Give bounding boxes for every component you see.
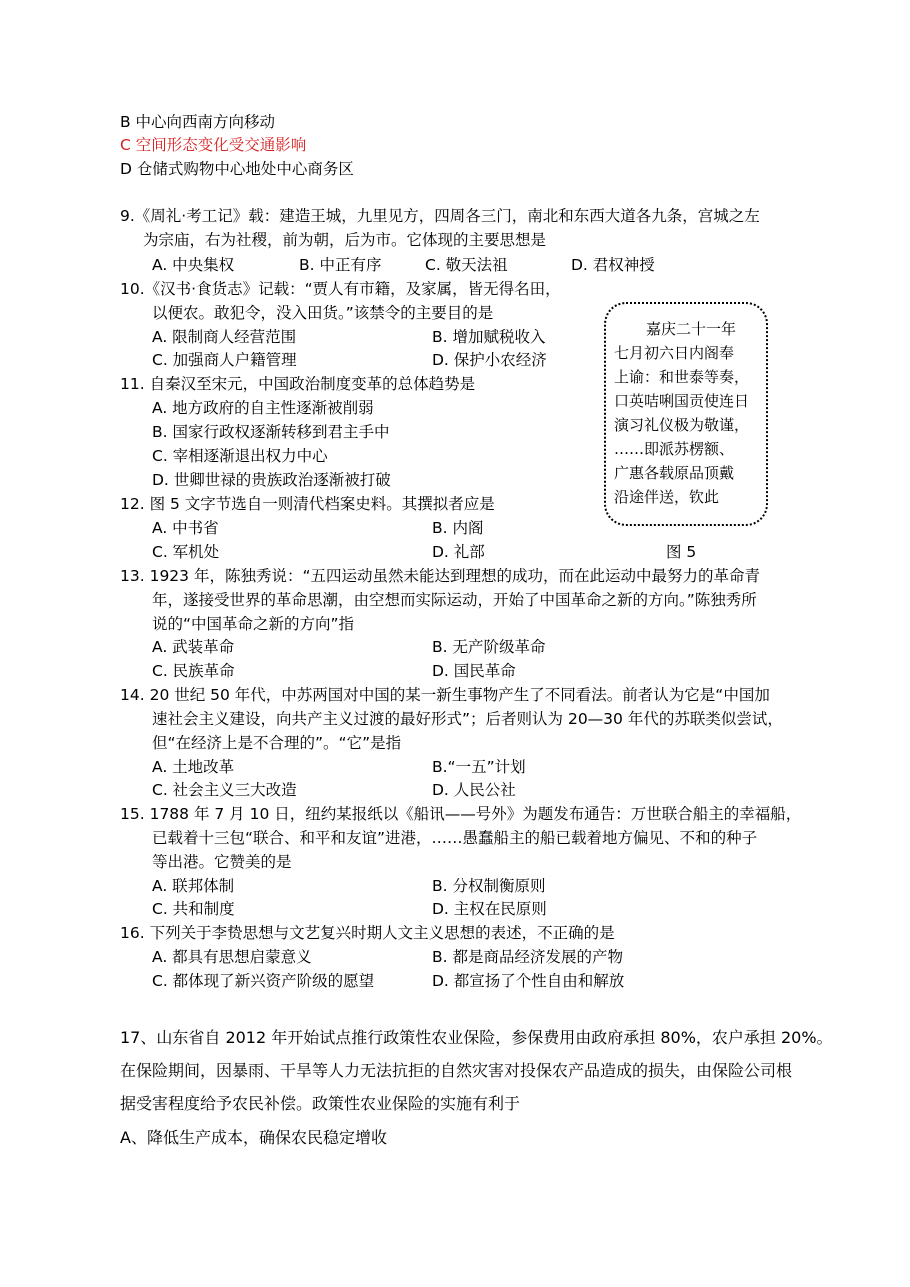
- q14-line: 速社会主义建设，向共产主义过渡的最好形式”；后者则认为 20—30 年代的苏联类似尝试，: [152, 710, 783, 728]
- q15-line: 15. 1788 年 7 月 10 日，纽约某报纸以《船讯——号外》为题发布通告：万世联合船主的幸福船，: [120, 805, 802, 823]
- q14-option-c: C. 社会主义三大改造: [152, 781, 297, 799]
- q14-option-b: B.“一五”计划: [432, 758, 526, 776]
- figure-5-line: 上谕：和世泰等奏，: [614, 368, 750, 386]
- q16-option-d: D. 都宣扬了个性自由和解放: [432, 972, 625, 990]
- q10-option-c: C. 加强商人户籍管理: [152, 351, 297, 369]
- q15-line: 已载着十三包“联合、和平和友谊”进港，……愚蠢船主的船已载着地方偏见、不和的种子: [152, 829, 758, 847]
- q9-line: 为宗庙，右为社稷，前为朝，后为市。它体现的主要思想是: [143, 231, 547, 249]
- figure-5-caption: 图 5: [666, 543, 697, 561]
- q14-option-a: A. 土地改革: [152, 758, 235, 776]
- q10-option-a: A. 限制商人经营范围: [152, 328, 297, 346]
- q11-line: 11. 自秦汉至宋元，中国政治制度变革的总体趋势是: [120, 375, 476, 393]
- q13-line: 说的“中国革命之新的方向”指: [152, 615, 355, 633]
- top-option-b: B 中心向西南方向移动: [120, 113, 276, 131]
- q9-option-d: D. 君权神授: [571, 256, 655, 274]
- figure-5-line: 广惠各载原品顶戴: [614, 464, 735, 482]
- figure-5-line: 七月初六日内阁奉: [614, 344, 735, 362]
- q14-line: 14. 20 世纪 50 年代，中苏两国对中国的某一新生事物产生了不同看法。前者认为它是“中国加: [120, 686, 770, 704]
- q17-option-a: A、降低生产成本，确保农民稳定增收: [120, 1128, 387, 1147]
- q9-option-a: A. 中央集权: [152, 256, 235, 274]
- q13-option-d: D. 国民革命: [432, 662, 516, 680]
- q15-option-c: C. 共和制度: [152, 900, 235, 918]
- q13-option-a: A. 武装革命: [152, 638, 235, 656]
- top-option-d: D 仓储式购物中心地处中心商务区: [120, 160, 354, 178]
- q9-option-b: B. 中正有序: [299, 256, 382, 274]
- figure-5-line: 沿途伴送，钦此: [614, 488, 720, 506]
- q16-option-a: A. 都具有思想启蒙意义: [152, 948, 312, 966]
- q13-option-c: C. 民族革命: [152, 662, 235, 680]
- q12-option-a: A. 中书省: [152, 519, 219, 537]
- q10-line: 以便农。敢犯令，没入田货。”该禁令的主要目的是: [152, 304, 494, 322]
- q15-option-a: A. 联邦体制: [152, 877, 235, 895]
- figure-5-line: ……即派苏楞额、: [614, 440, 735, 458]
- q11-option-d: D. 世卿世禄的贵族政治逐渐被打破: [152, 471, 391, 489]
- q13-line: 13. 1923 年，陈独秀说：“五四运动虽然未能达到理想的成功，而在此运动中最努力的革命青: [120, 567, 760, 585]
- q9-option-c: C. 敬天法祖: [425, 256, 508, 274]
- q17-line: 据受害程度给予农民补偿。政策性农业保险的实施有利于: [120, 1094, 521, 1113]
- q14-option-d: D. 人民公社: [432, 781, 516, 799]
- q12-option-c: C. 军机处: [152, 543, 220, 561]
- q17-line: 17、山东省自 2012 年开始试点推行政策性农业保险，参保费用由政府承担 80%，农户承担 20%。: [120, 1028, 833, 1047]
- q14-line: 但“在经济上是不合理的”。“它”是指: [152, 734, 402, 752]
- q16-option-c: C. 都体现了新兴资产阶级的愿望: [152, 972, 375, 990]
- q15-line: 等出港。它赞美的是: [152, 853, 292, 871]
- figure-5-line: 口英咭唎国贡使连日: [614, 392, 750, 410]
- q10-line: 10.《汉书·食货志》记载：“贾人有市籍，及家属，皆无得名田，: [120, 280, 561, 298]
- q10-option-b: B. 增加赋税收入: [432, 328, 546, 346]
- figure-5-line: 嘉庆二十一年: [646, 320, 737, 338]
- q17-line: 在保险期间，因暴雨、干旱等人力无法抗拒的自然灾害对投保农产品造成的损失，由保险公司根: [120, 1061, 793, 1080]
- q11-option-a: A. 地方政府的自主性逐渐被削弱: [152, 399, 374, 417]
- q11-option-b: B. 国家行政权逐渐转移到君主手中: [152, 423, 390, 441]
- q16-option-b: B. 都是商品经济发展的产物: [432, 948, 623, 966]
- q10-option-d: D. 保护小农经济: [432, 351, 547, 369]
- q15-option-b: B. 分权制衡原则: [432, 877, 546, 895]
- q13-option-b: B. 无产阶级革命: [432, 638, 546, 656]
- q13-line: 年，遂接受世界的革命思潮，由空想而实际运动，开始了中国革命之新的方向。”陈独秀所: [152, 591, 757, 609]
- q9-line: 9.《周礼·考工记》载：建造王城，九里见方，四周各三门，南北和东西大道各九条，宫城之左: [120, 207, 760, 225]
- q16-line: 16. 下列关于李贽思想与文艺复兴时期人文主义思想的表述，不正确的是: [120, 924, 615, 942]
- q15-option-d: D. 主权在民原则: [432, 900, 547, 918]
- q12-line: 12. 图 5 文字节选自一则清代档案史料。其撰拟者应是: [120, 495, 495, 513]
- q12-option-d: D. 礼部: [432, 543, 485, 561]
- figure-5-line: 演习礼仪极为敬谨，: [614, 416, 750, 434]
- q11-option-c: C. 宰相逐渐退出权力中心: [152, 447, 328, 465]
- q12-option-b: B. 内阁: [432, 519, 484, 537]
- top-option-c: C 空间形态变化受交通影响: [120, 136, 307, 154]
